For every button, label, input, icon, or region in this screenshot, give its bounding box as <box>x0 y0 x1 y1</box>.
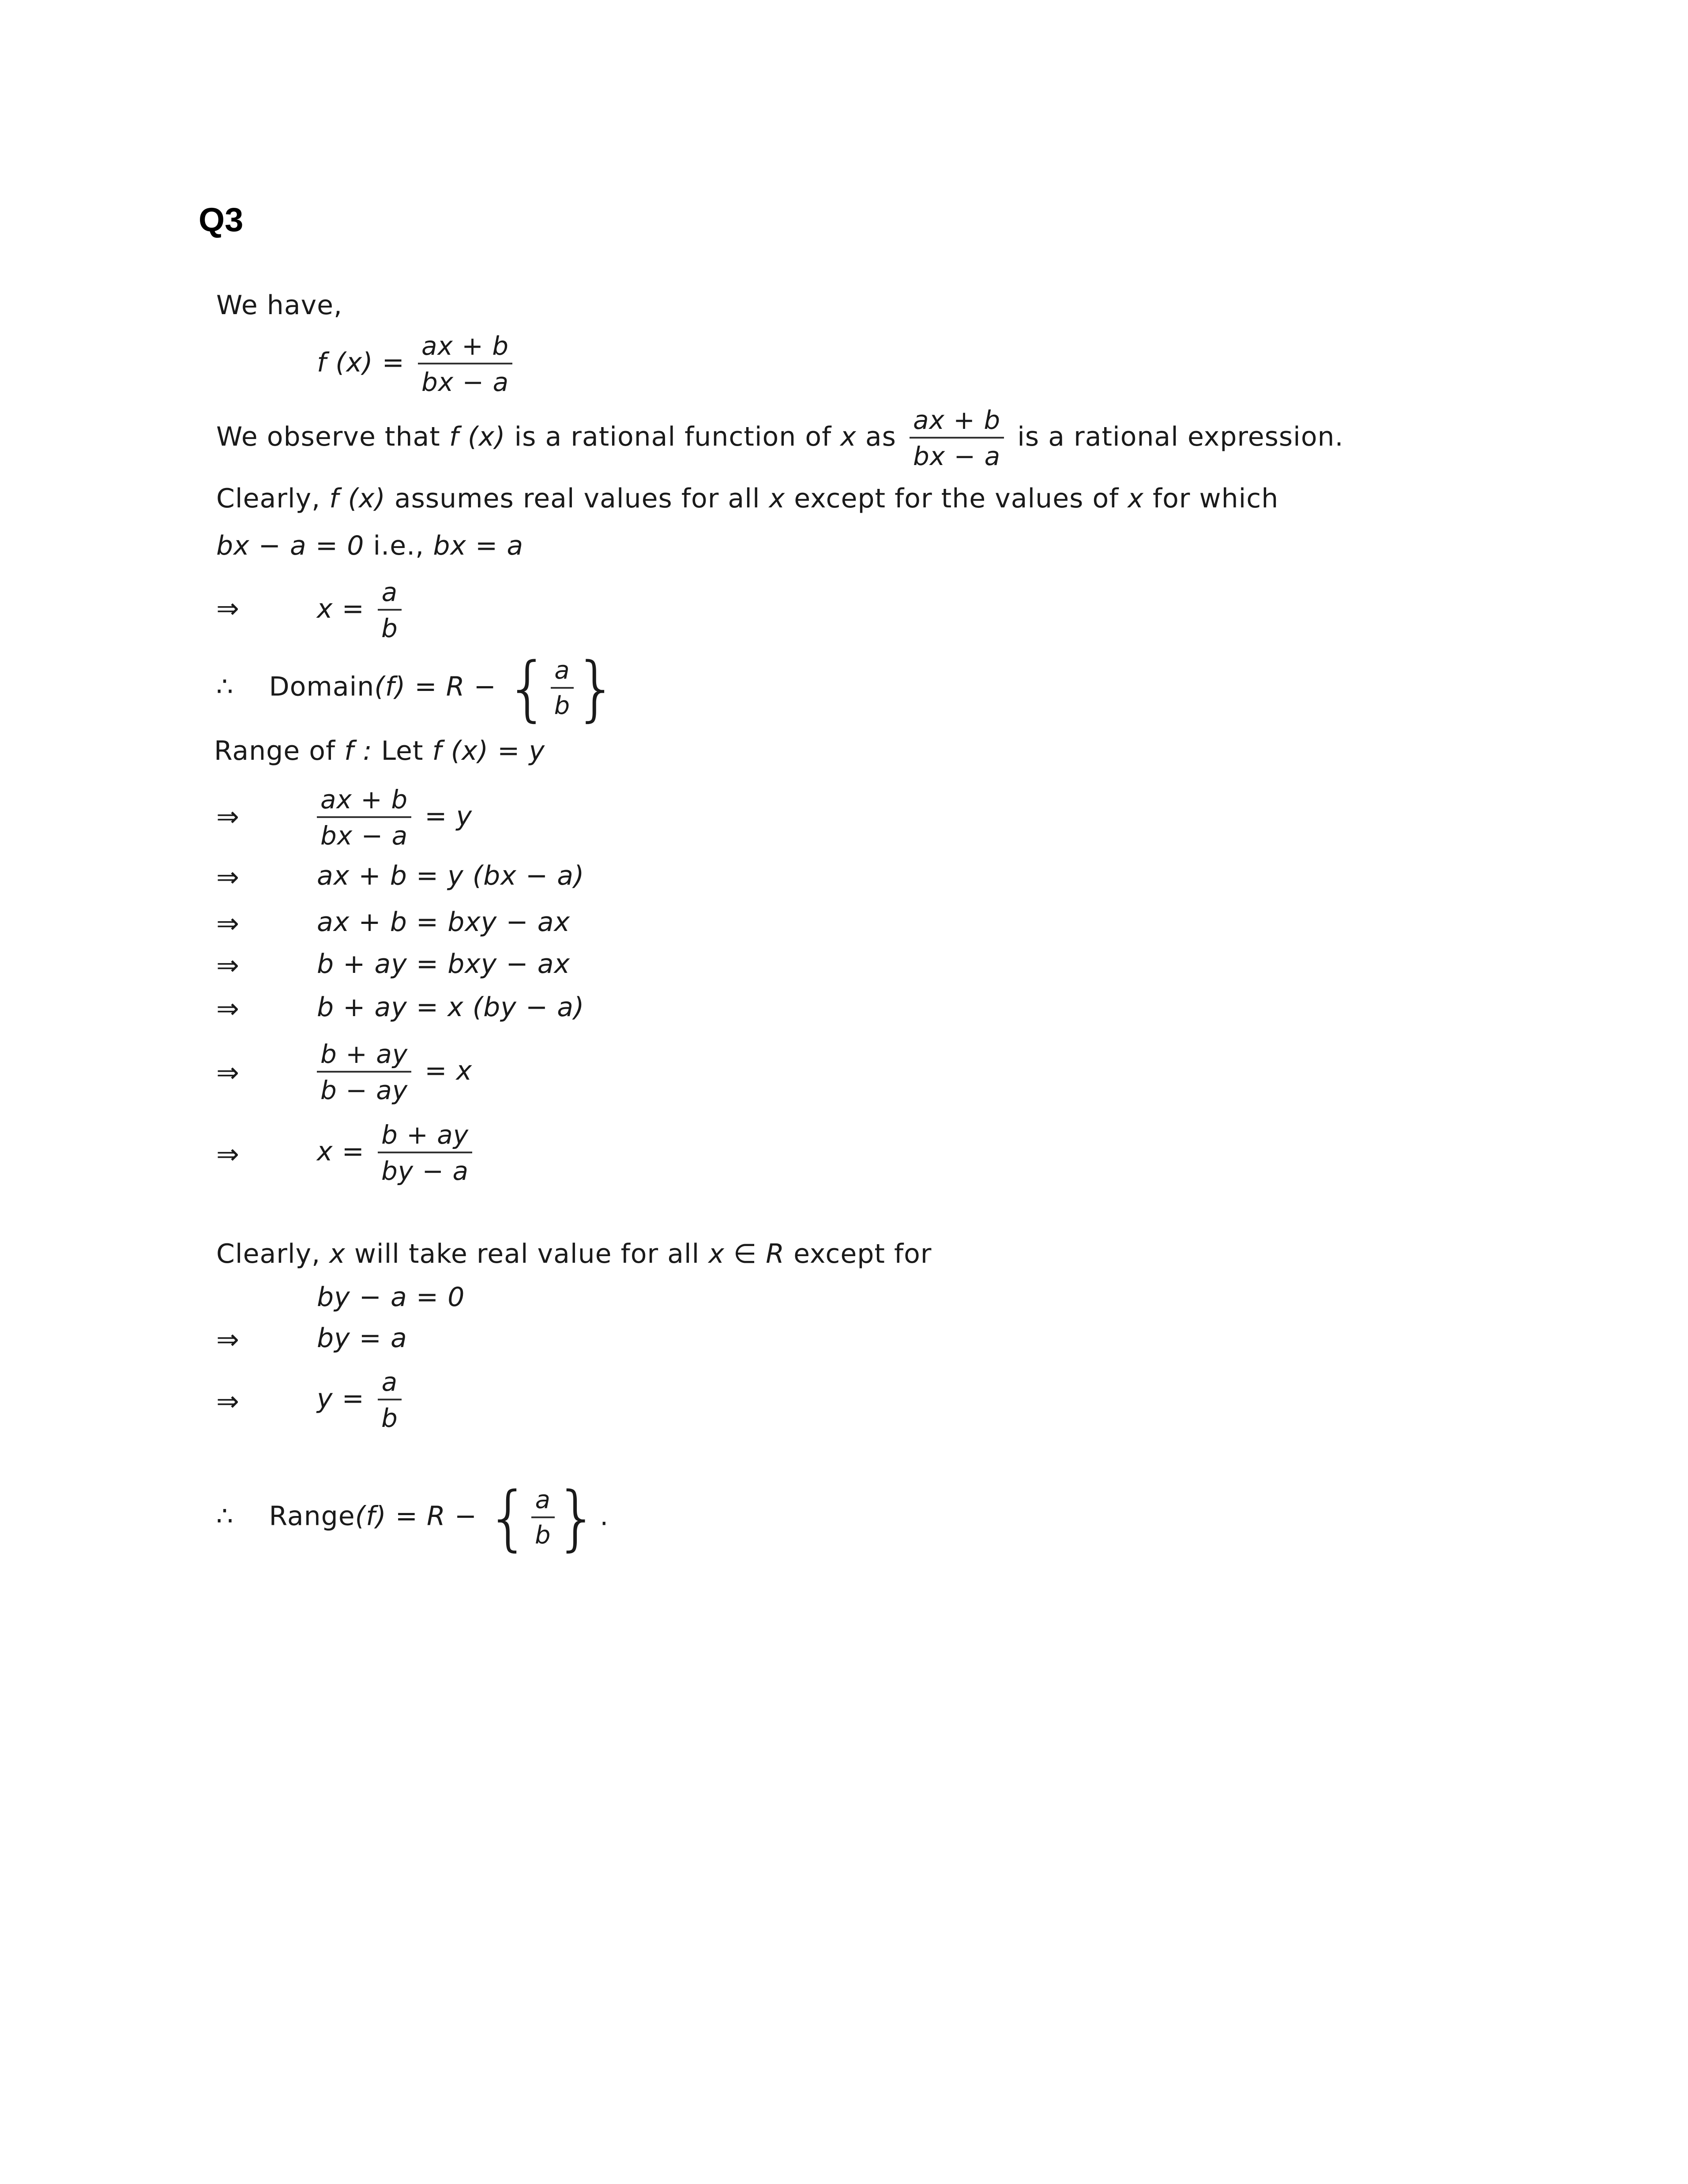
step-1-numerator: ax + b <box>320 784 408 814</box>
step-7-numerator: b + ay <box>381 1120 469 1150</box>
left-brace-icon: { <box>486 1476 531 1559</box>
clearly-2-x: x <box>329 1238 346 1269</box>
text-we-have: We have, <box>216 290 343 321</box>
step-7-lhs: x = <box>317 1136 365 1167</box>
step-7 <box>317 1120 477 1186</box>
step-1 <box>317 784 472 851</box>
condition-ie: i.e., <box>373 530 425 561</box>
def-numerator: ax + b <box>421 331 509 361</box>
step-7-denominator: by − a <box>378 1152 472 1186</box>
tail-step-3 <box>317 1367 406 1433</box>
condition-eq: bx − a = 0 <box>216 530 365 561</box>
observe-text-c: is a rational expression. <box>1017 421 1344 453</box>
clearly-2-text-b: will take real value for all <box>354 1238 700 1269</box>
observe-x: x <box>840 421 857 453</box>
therefore-symbol: ∴ <box>216 1501 234 1532</box>
implies-arrow: ⇒ <box>216 1138 239 1170</box>
right-brace-icon: } <box>574 647 619 729</box>
implies-arrow: ⇒ <box>216 949 239 981</box>
implies-arrow: ⇒ <box>216 907 239 939</box>
clearly-x2: x <box>1128 483 1144 514</box>
range-result-line <box>216 1476 609 1559</box>
condition-eq2: bx = a <box>433 530 524 561</box>
def-lhs: f (x) = <box>317 347 405 379</box>
range-f: (f) <box>355 1501 387 1532</box>
clearly-fx: f (x) <box>329 483 386 514</box>
tail-step-2: by = a <box>317 1323 407 1354</box>
observe-denominator: bx − a <box>910 437 1004 471</box>
condition-line <box>216 530 524 561</box>
observe-numerator: ax + b <box>913 405 1001 435</box>
def-fraction <box>418 331 512 398</box>
step-7-fraction <box>378 1120 472 1186</box>
step-6-rhs: = x <box>425 1055 473 1087</box>
clearly-2-x-in-r: x ∈ R <box>708 1238 785 1269</box>
range-label: Range <box>269 1501 355 1532</box>
range-of-line <box>214 738 545 764</box>
question-heading: Q3 <box>199 201 244 239</box>
left-brace-icon: { <box>505 647 551 729</box>
implies-arrow: ⇒ <box>216 992 239 1024</box>
observe-fx: f (x) <box>449 421 506 453</box>
observe-as: as <box>865 421 896 453</box>
step-5: b + ay = x (by − a) <box>317 992 585 1023</box>
tail-step-3-denominator: b <box>378 1399 402 1433</box>
x-equals-line <box>317 577 406 644</box>
range-of-label: Range of <box>214 736 336 766</box>
x-eq-fraction <box>378 577 402 644</box>
observe-text-b: is a rational function of <box>514 421 832 453</box>
x-eq-denominator: b <box>378 609 402 643</box>
clearly-2-text-a: Clearly, <box>216 1238 321 1269</box>
implies-arrow: ⇒ <box>216 592 239 624</box>
clearly-text-c: except for the values of <box>794 483 1119 514</box>
def-denominator: bx − a <box>418 363 512 397</box>
implies-arrow: ⇒ <box>216 1056 239 1088</box>
step-6 <box>317 1039 472 1106</box>
domain-f: (f) <box>374 671 406 702</box>
clearly-2-line <box>216 1238 932 1269</box>
observe-text-a: We observe that <box>216 421 440 453</box>
clearly-line <box>216 485 1278 512</box>
x-eq-lhs: x = <box>317 593 365 625</box>
range-numerator: a <box>535 1485 551 1514</box>
range-of-f: f : <box>344 736 372 766</box>
step-1-fraction <box>317 784 411 851</box>
implies-arrow: ⇒ <box>216 861 239 893</box>
right-brace-icon: } <box>554 1476 600 1559</box>
domain-denominator: b <box>551 687 574 720</box>
therefore-symbol: ∴ <box>216 671 234 702</box>
tail-step-3-lhs: y = <box>317 1383 365 1415</box>
step-1-denominator: bx − a <box>317 816 411 851</box>
tail-step-1: by − a = 0 <box>317 1282 465 1313</box>
range-rhs: = R − <box>395 1501 477 1532</box>
clearly-x1: x <box>769 483 786 514</box>
domain-numerator: a <box>554 656 570 685</box>
domain-fraction <box>551 656 574 720</box>
implies-arrow: ⇒ <box>216 800 239 833</box>
step-3: ax + b = bxy − ax <box>317 907 570 938</box>
observe-fraction <box>910 405 1004 472</box>
implies-arrow: ⇒ <box>216 1323 239 1355</box>
tail-step-3-numerator: a <box>381 1367 398 1397</box>
clearly-text-b: assumes real values for all <box>394 483 760 514</box>
range-fraction <box>531 1486 555 1550</box>
domain-label: Domain <box>269 671 375 702</box>
x-eq-numerator: a <box>381 577 398 607</box>
domain-rhs: = R − <box>414 671 496 702</box>
step-2: ax + b = y (bx − a) <box>317 860 585 891</box>
range-let-eq: f (x) = y <box>432 736 545 766</box>
tail-step-3-fraction <box>378 1367 402 1433</box>
domain-line <box>216 647 619 729</box>
function-definition <box>317 331 517 398</box>
range-denominator: b <box>531 1516 555 1550</box>
clearly-text-d: for which <box>1152 483 1279 514</box>
range-let: Let <box>381 736 424 766</box>
step-1-rhs: = y <box>425 801 473 832</box>
step-6-fraction <box>317 1039 411 1106</box>
clearly-text-a: Clearly, <box>216 483 321 514</box>
range-period: . <box>600 1501 609 1532</box>
step-4: b + ay = bxy − ax <box>317 949 570 979</box>
step-6-numerator: b + ay <box>320 1039 408 1069</box>
step-6-denominator: b − ay <box>317 1071 411 1105</box>
clearly-2-text-c: except for <box>793 1238 932 1269</box>
implies-arrow: ⇒ <box>216 1385 239 1417</box>
observation-line <box>216 405 1344 472</box>
